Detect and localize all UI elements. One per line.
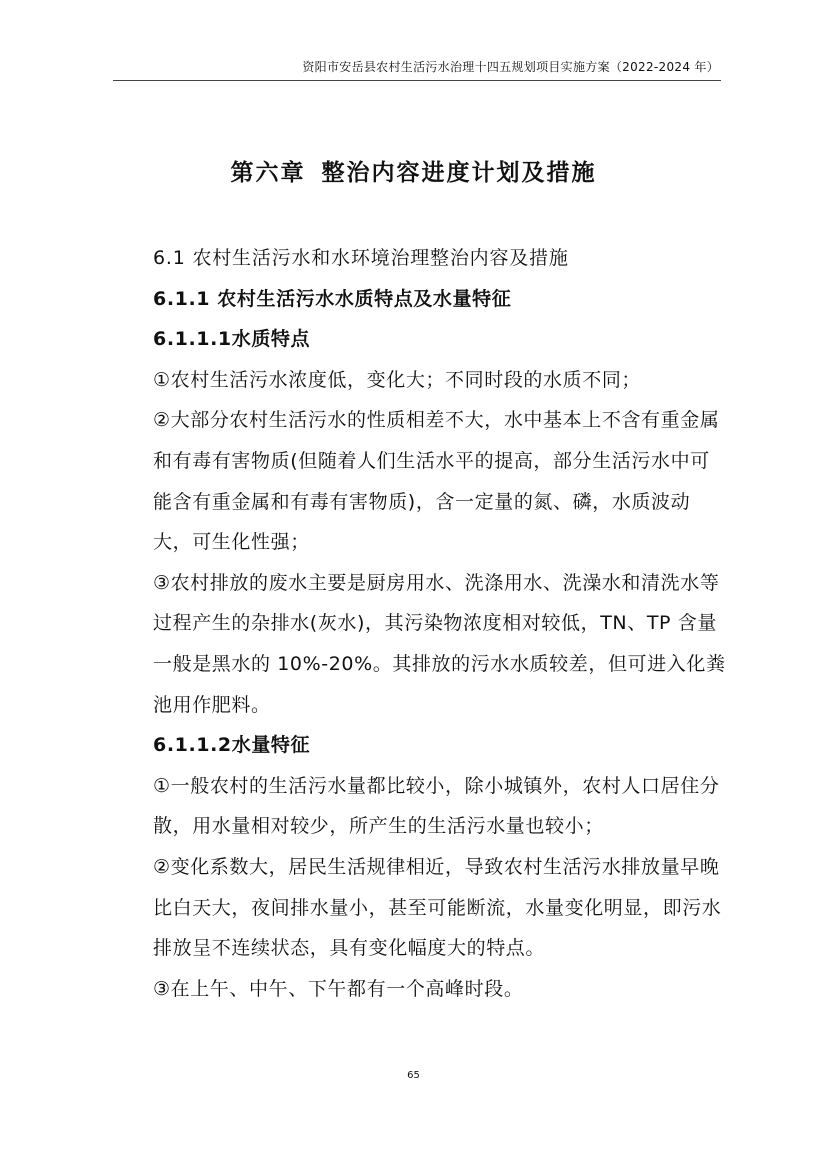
water-quality-item-3: ③农村排放的废水主要是厨房用水、洗涤用水、洗澡水和清洗水等过程产生的杂排水(灰水)，其污染物浓度相对较低，TN、TP 含量一般是黑水的 10%-20%。其排放的污水水质较差，但可进入化粪池用作肥料。 xyxy=(153,571,726,716)
water-volume-item-2: ②变化系数大，居民生活规律相近，导致农村生活污水排放量早晚比白天大，夜间排水量小，甚至可能断流，水量变化明显，即污水排放呈不连续状态，具有变化幅度大的特点。 xyxy=(153,855,722,960)
water-quality-item-2: ②大部分农村生活污水的性质相差不大，水中基本上不含有重金属和有毒有害物质(但随着人们生活水平的提高，部分生活污水中可能含有重金属和有毒有害物质)，含一定量的氮、磷，水质波动大，可生化性强； xyxy=(153,409,720,554)
section-6-1-heading: 6.1 农村生活污水和水环境治理整治内容及措施 xyxy=(153,247,569,269)
section-6-1-1-heading: 6.1.1 农村生活污水水质特点及水量特征 xyxy=(153,287,512,310)
water-quality-item-1: ①农村生活污水浓度低，变化大；不同时段的水质不同； xyxy=(153,368,642,391)
chapter-name: 整治内容进度计划及措施 xyxy=(321,160,597,186)
header-rule xyxy=(113,80,721,81)
chapter-title xyxy=(0,154,827,187)
water-volume-item-1: ①一般农村的生活污水量都比较小，除小城镇外，农村人口居住分散，用水量相对较少，所产生的生活污水量也较小； xyxy=(153,774,720,838)
water-volume-item-3: ③在上午、中午、下午都有一个高峰时段。 xyxy=(153,977,524,1000)
body-text xyxy=(113,238,729,1009)
running-header: 资阳市安岳县农村生活污水治理十四五规划项目实施方案（2022-2024 年） xyxy=(302,60,719,74)
section-6-1-1-1-heading: 6.1.1.1水质特点 xyxy=(153,328,311,351)
section-6-1-1-2-heading: 6.1.1.2水量特征 xyxy=(153,734,311,757)
chapter-label: 第六章 xyxy=(230,160,306,186)
page-number: 65 xyxy=(407,1070,420,1081)
